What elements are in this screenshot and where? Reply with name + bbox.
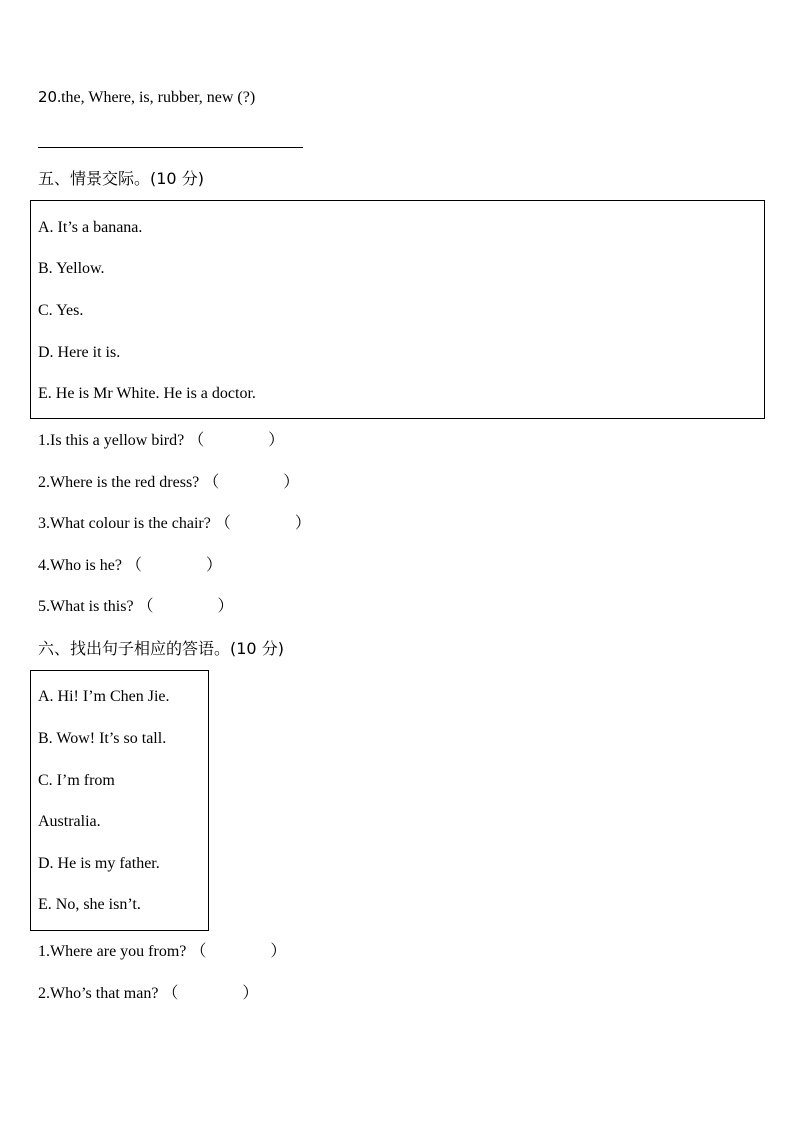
question-text: 5.What is this? [38,598,134,615]
answer-paren[interactable]: （ ） [125,557,222,574]
question-text: 3.What colour is the chair? [38,515,211,532]
answer-paren[interactable]: （ ） [214,515,311,532]
question-text: 1.Is this a yellow bird? [38,432,185,449]
answer-paren[interactable]: （ ） [137,598,234,615]
section-6-option-c: C. I’m from [38,772,115,789]
section-5-option-a: A. It’s a banana. [38,219,143,236]
question-20 [38,87,255,108]
question-20-number: 20 [38,88,58,106]
answer-paren[interactable]: （ ） [203,474,300,491]
answer-paren[interactable]: （ ） [188,432,285,449]
section-6-option-a: A. Hi! I’m Chen Jie. [38,688,170,705]
section-6-option-b: B. Wow! It’s so tall. [38,730,167,747]
section-5-option-e: E. He is Mr White. He is a doctor. [38,385,256,402]
section-6-question-2 [38,984,258,1004]
question-text: 1.Where are you from? [38,943,187,960]
question-20-text: .the, Where, is, rubber, new (?) [57,89,256,106]
section-6-options-box [30,670,209,931]
question-text: 2.Where is the red dress? [38,474,200,491]
section-5-question-5 [38,597,234,617]
section-5-question-1 [38,431,284,451]
section-6-title: 六、找出句子相应的答语。(10 分) [38,639,284,658]
section-5-question-4 [38,556,222,576]
question-text: 2.Who’s that man? [38,985,159,1002]
section-5-option-c: C. Yes. [38,302,84,319]
section-5-question-2 [38,473,299,493]
section-6-question-1 [38,942,286,962]
section-5-option-b: B. Yellow. [38,260,105,277]
section-5-title: 五、情景交际。(10 分) [38,169,204,188]
question-text: 4.Who is he? [38,557,122,574]
section-5-option-d: D. Here it is. [38,344,121,361]
answer-paren[interactable]: （ ） [190,943,287,960]
section-6-option-c-continued: Australia. [38,813,101,830]
answer-blank-line[interactable] [38,147,303,148]
answer-paren[interactable]: （ ） [162,985,259,1002]
section-6-option-e: E. No, she isn’t. [38,896,141,913]
section-5-question-3 [38,514,311,534]
section-6-option-d: D. He is my father. [38,855,160,872]
